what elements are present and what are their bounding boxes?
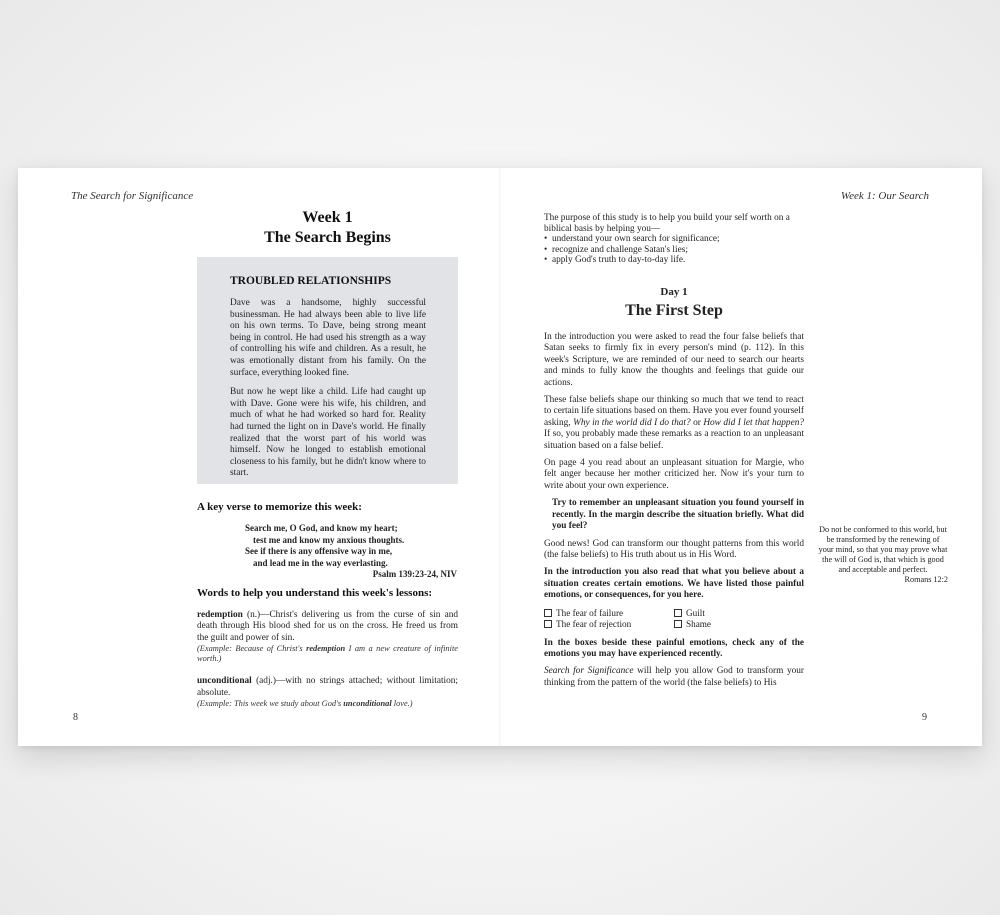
verse-line: See if there is any offensive way in me, [245,546,393,556]
body-paragraph [544,666,804,689]
left-page-number: 8 [73,712,78,723]
glossary-term: unconditional [197,676,252,687]
activity-prompt: In the introduction you also read that what you believe about a situation creates certain emotions. We have listed those painful emotions, or consequences, for you here. [544,567,804,601]
memory-verse [197,523,458,581]
italic-run: Search for Significance [544,666,634,677]
week-label: Week 1 [302,209,353,226]
checklist-item[interactable] [544,619,674,630]
margin-scripture [818,525,948,585]
box-paragraph: But now he wept like a child. Life had caught up with Dave. Gone were his wife, his children, and much of what he had worked so hard for. Reality had turned the light on in Dave's world. He finally realized that the worst part of his world was himself. Now he longed to establish emotional closeness to his family, but he didn't know where to start. [230,387,426,479]
box-paragraph: Dave was a handsome, highly successful businessman. He had always been able to live life on his own terms. To Dave, being strong meant being in control. He had used his strength as a way of controlling his wife and children. As a result, he was emotionally distant from his family. On the surface, everything looked fine. [230,298,426,378]
glossary-entry [197,676,458,699]
glossary-example [197,699,458,709]
purpose-item: • apply God's truth to day-to-day life. [544,255,804,266]
day-title: The First Step [625,302,723,319]
week-heading [197,208,458,248]
text-run: will help you allow God to transform your thinking from the pattern of the world (the false beliefs) to His [544,666,804,688]
week-title: The Search Begins [264,229,391,246]
example-text: (Example: Because of Christ's [197,644,307,654]
margin-reference: Romans 12:2 [904,575,948,584]
checklist-label: Shame [686,618,712,629]
key-verse-heading: A key verse to memorize this week: [197,501,362,513]
checklist-item[interactable] [674,619,794,630]
text-run: If so, you probably made these remarks as a reaction to an unpleasant situation based on a false belief. [544,429,804,451]
activity-prompt: Try to remember an unpleasant situation you found yourself in recently. In the margin describe the situation briefly. What did you feel? [552,498,804,532]
verse-line: and lead me in the way everlasting. [253,557,388,568]
body-paragraph: In the introduction you were asked to read the four false beliefs that Satan seeks to firmly fix in every person's mind (p. 112). In this week's Scripture, we are reminded of our need to search our hearts and minds to fully know the thoughts and feelings that guide our actions. [544,332,804,388]
activity-prompt: In the boxes beside these painful emotions, check any of the emotions you may have experienced recently. [544,637,804,659]
purpose-block [544,213,804,266]
italic-run: Why in the world did I do that? [573,417,691,428]
right-body [544,332,804,695]
book-spread [18,168,982,746]
checkbox[interactable] [544,609,552,617]
right-running-head: Week 1: Our Search [840,190,929,202]
sidebar-box [197,257,458,484]
day-label: Day 1 [660,286,688,298]
checklist-item[interactable] [544,608,674,619]
purpose-item: • recognize and challenge Satan's lies; [544,245,804,256]
body-paragraph [544,395,804,452]
checklist-label: The fear of failure [556,607,624,618]
checkbox[interactable] [674,609,682,617]
checkbox[interactable] [544,620,552,628]
body-paragraph: Good news! God can transform our thought patterns from this world (the false beliefs) to His truth about us in His Word. [544,538,804,560]
glossary-pos: (adj.) [251,676,276,687]
glossary-term: redemption [197,610,243,620]
verse-line: Search me, O God, and know my heart; [245,523,398,533]
right-page-number: 9 [922,712,927,723]
verse-reference: Psalm 139:23-24, NIV [372,569,457,579]
text-run: or [690,417,704,428]
emotion-checklist [544,608,804,630]
margin-quote: Do not be conformed to this world, but be transformed by the renewing of your mind, so that you may prove what the will of God is, that which is good and acceptable and perfect. [818,525,948,574]
body-paragraph: On page 4 you read about an unpleasant situation for Margie, who felt anger because her mother criticized her. Now it's your turn to write about your own experience. [544,458,804,491]
checklist-label: The fear of rejection [556,618,632,629]
glossary-entry [197,610,458,644]
glossary [197,610,458,709]
glossary-definition: —with no strings attached; without limitation; absolute. [197,676,459,698]
gutter-shadow [499,168,501,746]
italic-run: How did I let that happen? [703,417,805,428]
purpose-item: • understand your own search for significance; [544,234,804,245]
words-heading: Words to help you understand this week's lessons: [197,587,433,599]
glossary-definition: —Christ's delivering us from the curse of sin and death through His blood shed for us on the cross. He freed us from the guilt and power of sin. [197,610,458,643]
purpose-intro: The purpose of this study is to help you build your self worth on a biblical basis by helping you— [544,213,790,234]
text-run: These false beliefs shape our thinking so much that we tend to react to certain life situations based on them. Have you ever found yourself asking, [544,395,804,428]
example-text: (Example: This week we study about God's [197,699,344,709]
box-heading: TROUBLED RELATIONSHIPS [230,275,392,287]
example-term: redemption [306,644,346,654]
purpose-list [544,234,804,266]
example-text: love.) [391,699,413,709]
example-text: I am a new creature of infinite worth.) [197,644,458,664]
box-body [230,298,426,488]
checkbox[interactable] [674,620,682,628]
left-running-head: The Search for Significance [71,190,194,202]
checklist-label: Guilt [686,607,705,618]
glossary-example [197,644,458,664]
checklist-item[interactable] [674,608,794,619]
example-term: unconditional [343,699,392,709]
glossary-pos: (n.) [242,610,261,620]
verse-line: test me and know my anxious thoughts. [253,534,405,545]
